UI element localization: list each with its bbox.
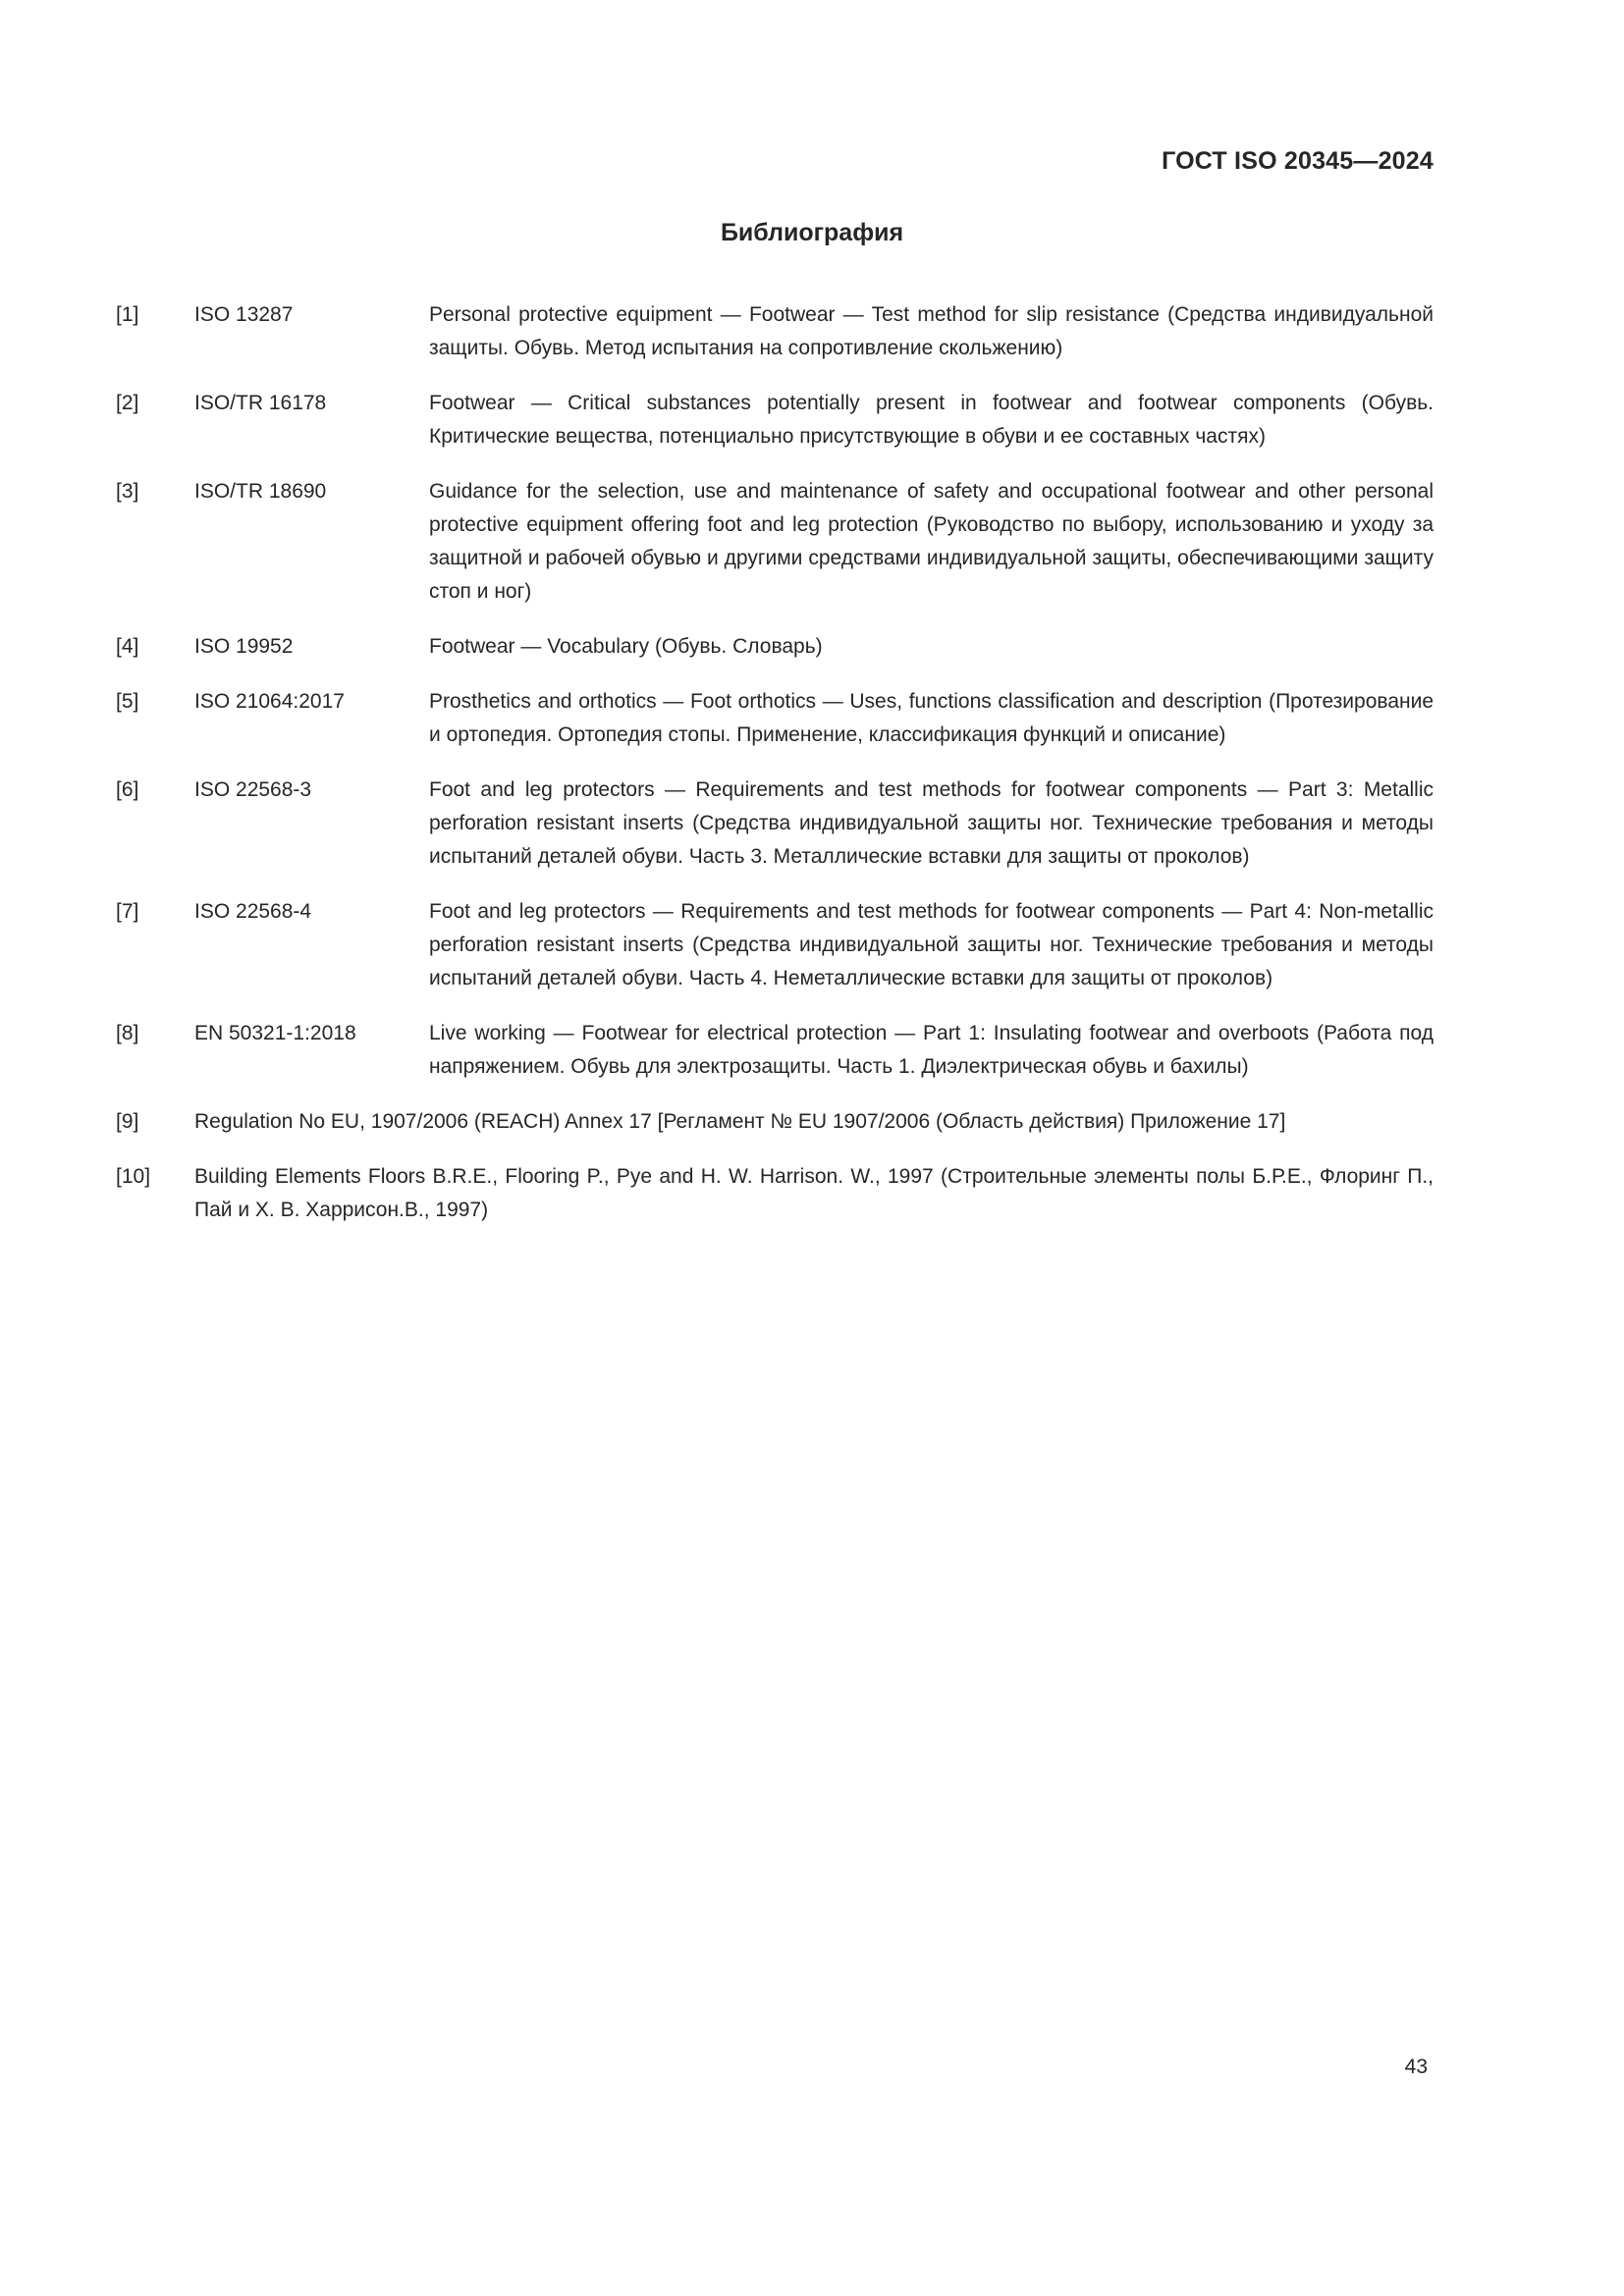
entry-description: Regulation No EU, 1907/2006 (REACH) Annex 17 [Регламент № EU 1907/2006 (Область действия) Приложение 17]: [194, 1110, 1286, 1133]
entry-description: Footwear — Critical substances potentially present in footwear and footwear components (Обувь. Критические вещества, потенциально присутствующие в обуви и ее составных частях): [429, 392, 1434, 448]
bibliography-entry: [116, 475, 1434, 609]
entry-description: Guidance for the selection, use and maintenance of safety and occupational footwear and other personal protective equipment offering foot and leg protection (Руководство по выбору, использованию и уходу за защитной и рабочей обувью и другими средствами индивидуальной защиты, обеспечивающими защиту стоп и ног): [429, 480, 1434, 603]
bibliography-entry: [116, 298, 1434, 365]
entry-standard-code: ISO/TR 18690: [194, 480, 327, 503]
entry-description: Prosthetics and orthotics — Foot orthotics — Uses, functions classification and description (Протезирование и ортопедия. Ортопедия стопы. Применение, классификация функций и описание): [429, 690, 1434, 746]
entry-standard-code: ISO 22568-4: [194, 900, 312, 923]
entry-number: [8]: [116, 1022, 139, 1044]
entry-description: Foot and leg protectors — Requirements and test methods for footwear components — Part 4: Non-metallic perforation resistant inserts (Средства индивидуальной защиты ног. Технические требования и методы испытаний деталей обуви. Часть 4. Неметаллические вставки для защиты от проколов): [429, 900, 1434, 989]
entry-standard-code: ISO 13287: [194, 303, 294, 326]
entry-number: [7]: [116, 900, 139, 923]
entry-number: [10]: [116, 1165, 151, 1188]
entry-standard-code: ISO 19952: [194, 635, 294, 658]
section-title: Библиография: [720, 219, 904, 246]
bibliography-entry: [116, 895, 1434, 995]
bibliography-entry: [116, 1160, 1434, 1227]
entry-number: [2]: [116, 392, 139, 414]
entry-description: Personal protective equipment — Footwear — Test method for slip resistance (Средства индивидуальной защиты. Обувь. Метод испытания на сопротивление скольжению): [429, 303, 1434, 359]
bibliography-entry: [116, 1105, 1434, 1139]
bibliography-entry: [116, 685, 1434, 752]
entry-description: Live working — Footwear for electrical protection — Part 1: Insulating footwear and overboots (Работа под напряжением. Обувь для электрозащиты. Часть 1. Диэлектрическая обувь и бахилы): [429, 1022, 1434, 1078]
bibliography-list: [0, 298, 1624, 1227]
entry-standard-code: ISO 21064:2017: [194, 690, 345, 713]
entry-number: [3]: [116, 480, 139, 503]
entry-number: [9]: [116, 1110, 139, 1133]
bibliography-entry: [116, 387, 1434, 454]
entry-standard-code: ISO/TR 16178: [194, 392, 327, 414]
entry-number: [5]: [116, 690, 139, 713]
standard-designation: ГОСТ ISO 20345—2024: [1162, 147, 1434, 175]
entry-description: Building Elements Floors B.R.E., Flooring P., Pye and H. W. Harrison. W., 1997 (Строительные элементы полы Б.Р.Е., Флоринг П., Пай и Х. В. Харрисон.В., 1997): [194, 1165, 1434, 1221]
entry-standard-code: ISO 22568-3: [194, 778, 312, 801]
entry-number: [6]: [116, 778, 139, 801]
bibliography-entry: [116, 630, 1434, 664]
entry-description: Foot and leg protectors — Requirements and test methods for footwear components — Part 3: Metallic perforation resistant inserts (Средства индивидуальной защиты ног. Технические требования и методы испытаний деталей обуви. Часть 3. Металлические вставки для защиты от проколов): [429, 778, 1434, 868]
entry-description: Footwear — Vocabulary (Обувь. Словарь): [429, 635, 823, 658]
entry-standard-code: EN 50321-1:2018: [194, 1022, 356, 1044]
page-number: 43: [1404, 2056, 1428, 2078]
bibliography-entry: [116, 774, 1434, 874]
document-header: [0, 0, 1624, 176]
entry-number: [4]: [116, 635, 139, 658]
bibliography-entry: [116, 1017, 1434, 1084]
entry-number: [1]: [116, 303, 139, 326]
